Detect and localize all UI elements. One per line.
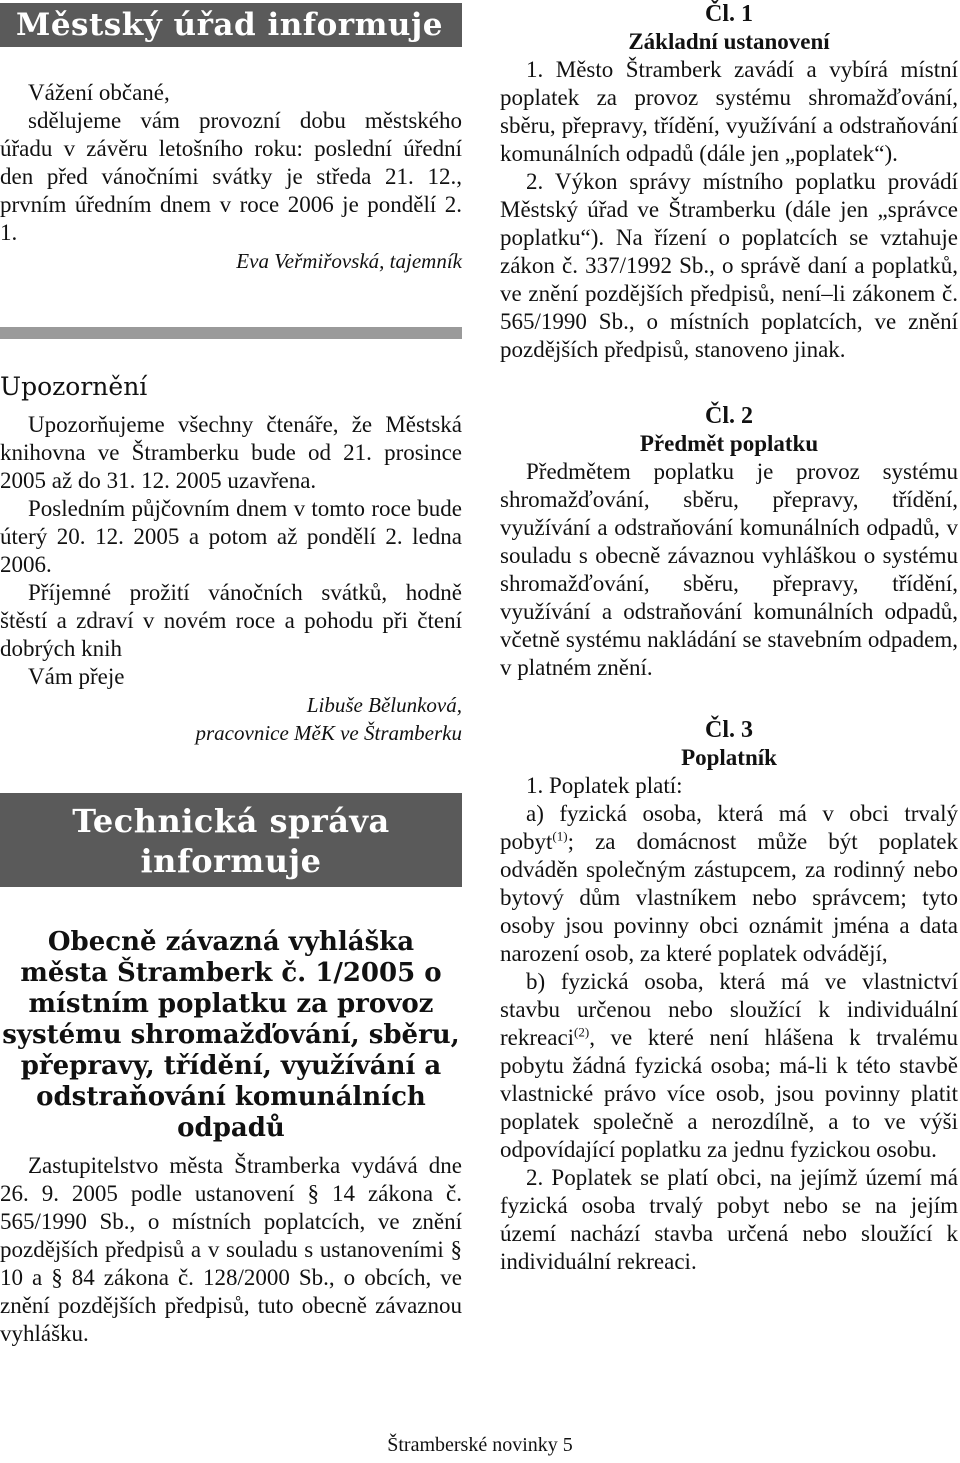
article-3-number: Čl. 3 — [705, 717, 753, 743]
greeting: Vážení občané, — [28, 80, 170, 105]
library-last-day-text: Posledním půjčovním dnem v tomto roce bude úterý 20. 12. 2005 a potom až pondělí 2. ledna 2006. — [0, 496, 462, 577]
left-column — [0, 0, 462, 1348]
article-3-para-b — [500, 968, 958, 1164]
banner-line-2: informuje — [140, 842, 322, 880]
city-office-banner: Městský úřad informuje — [0, 3, 462, 47]
office-hours-text: sdělujeme vám provozní dobu městského úřadu v závěru letošního roku: poslední úřední den před vánočními svátky je středa 21. 12., prvním úředním dnem v roce 2006 je pondělí 2. 1. — [0, 108, 462, 245]
spacer — [500, 682, 958, 716]
ordinance-title: Obecně závazná vyhláška města Štramberk č. 1/2005 o místním poplatku za provoz systému shromažďování, sběru, přepravy, třídění, využívání a odstraňování komunálních odpadů — [2, 927, 460, 1143]
article-2-para-1: Předmětem poplatku je provoz systému shromažďování, sběru, přepravy, třídění, využívání a odstraňování komunálních odpadů, v souladu s obecně závaznou vyhláškou o systému shromažďování, sběru, přepravy, třídění, využívání a odstraňování komunálních odpadů, včetně systému nakládání se stavebním odpadem, v platném znění. — [500, 459, 958, 680]
wish-closing: Vám přeje — [28, 664, 125, 689]
article-1 — [500, 0, 958, 364]
article-3 — [500, 716, 958, 1276]
section-divider — [0, 327, 462, 339]
library-notice — [0, 371, 462, 747]
article-1-number: Čl. 1 — [705, 1, 753, 27]
para-b-start: b) fyzická osoba, která má ve vlastnictví stavbu určenou nebo sloužící k individuální rekreaci — [500, 969, 958, 1050]
footnote-ref-1: (1) — [552, 828, 568, 844]
technical-services-banner — [0, 793, 462, 887]
article-3-para-2: 2. Poplatek se platí obci, na jejímž území má fyzická osoba trvalý pobyt nebo se na jejím území nachází stavba určená nebo sloužící k individuální rekreaci. — [500, 1165, 958, 1274]
spacer — [500, 364, 958, 402]
signature-librarian-role: pracovnice MěK ve Štramberku — [195, 721, 462, 745]
article-1-para-2: 2. Výkon správy místního poplatku provádí Městský úřad ve Štramberku (dále jen „správce poplatku“). Na řízení o poplatcích se vztahuje zákon č. 337/1992 Sb., o správě daní a poplatků, ve znění pozdějších předpisů, není–li zákonem č. 565/1990 Sb., o místních poplatcích, ve znění pozdějších předpisů, stanoveno jinak. — [500, 169, 958, 362]
ordinance-intro: Zastupitelstvo města Štramberka vydává dne 26. 9. 2005 podle ustanovení § 14 zákona č. 565/1990 Sb., o místních poplatcích, ve znění pozdějších předpisů a v souladu s ustanoveními § 10 a § 84 zákona č. 128/2000 Sb., o obcích, ve znění pozdějších předpisů, tuto obecně závaznou vyhlášku. — [0, 1153, 462, 1346]
article-2-number: Čl. 2 — [705, 403, 753, 429]
footnote-ref-2: (2) — [574, 1024, 590, 1040]
library-closure-text: Upozorňujeme všechny čtenáře, že Městská knihovna ve Štramberku bude od 21. prosince 2005 až do 31. 12. 2005 uzavřena. — [0, 412, 462, 493]
article-3-para-1: 1. Poplatek platí: — [526, 773, 683, 798]
para-b-end: , ve které není hlášena k trvalému pobytu žádná fyzická osoba; má-li k této stavbě vlastnické právo více osob, jsou povinny platit poplatek společně a nerozdílně, a to ve výši odpovídající poplatku za jednu fyzickou osobu. — [500, 1025, 958, 1162]
article-3-para-a — [500, 800, 958, 968]
library-notice-heading: Upozornění — [0, 372, 148, 401]
article-2-title: Předmět poplatku — [639, 431, 819, 456]
banner-line-1: Technická správa — [72, 802, 390, 840]
office-hours-notice — [0, 79, 462, 275]
article-1-para-1: 1. Město Štramberk zavádí a vybírá místní poplatek za provoz systému shromažďování, sběru, přepravy, třídění, využívání a odstraňování komunálních odpadů (dále jen „poplatek“). — [500, 57, 958, 166]
holiday-wishes-text: Příjemné prožití vánočních svátků, hodně štěstí a zdraví v novém roce a pohodu při čtení dobrých knih — [0, 580, 462, 661]
para-a-start: a) fyzická osoba, která má v obci trvalý pobyt — [500, 801, 958, 854]
right-column — [500, 0, 958, 1276]
article-2 — [500, 402, 958, 682]
article-1-title: Základní ustanovení — [628, 29, 830, 54]
signature-secretary: Eva Veřmiřovská, tajemník — [236, 249, 462, 273]
page-footer: Štramberské novinky 5 — [387, 1434, 573, 1456]
article-3-title: Poplatník — [681, 745, 777, 770]
signature-librarian-name: Libuše Bělunková, — [306, 693, 462, 717]
para-a-end: ; za domácnost může být poplatek odváděn společným zástupcem, za rodinný nebo bytový dům vlastníkem nebo správcem; tyto osoby jsou povinny obci oznámit jména a data narození osob, za které poplatek odvádějí, — [500, 829, 958, 966]
